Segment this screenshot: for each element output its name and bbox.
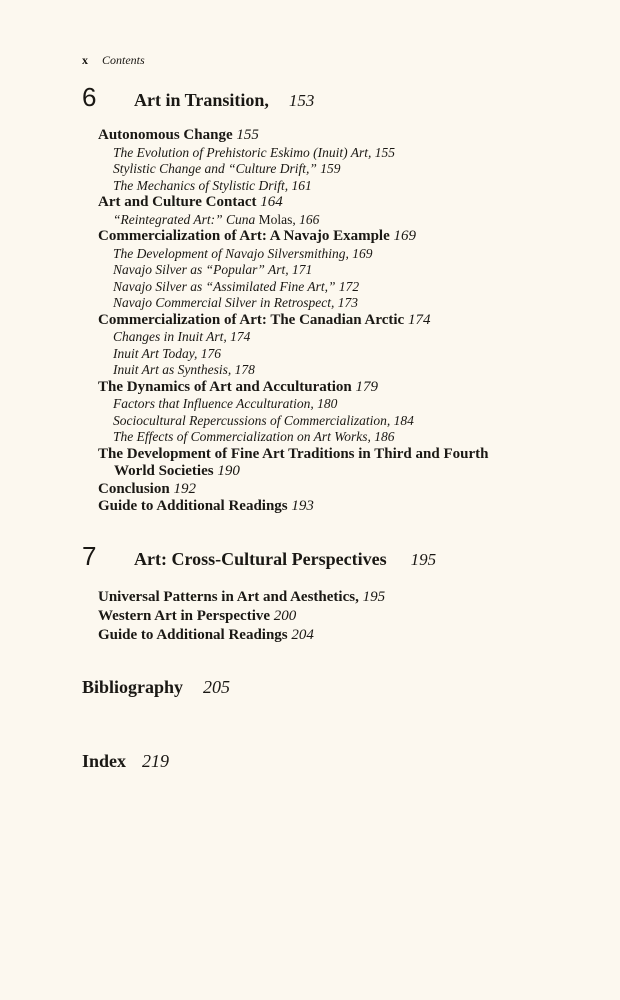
section-entry <box>98 626 436 645</box>
chapter-number: 7 <box>82 541 97 571</box>
section-title: Art and Culture Contact <box>98 194 257 210</box>
section-entry <box>98 312 590 330</box>
section-page: 192 <box>173 480 196 497</box>
chapter-7 <box>82 541 436 645</box>
chapter-title: Art: Cross-Cultural Perspectives <box>134 549 387 569</box>
chapter-heading <box>82 541 436 572</box>
section-title: The Dynamics of Art and Acculturation <box>98 378 352 395</box>
index-entry <box>82 751 169 772</box>
subsection-entry: Navajo Commercial Silver in Retrospect, 173 <box>113 295 358 310</box>
subsection-entry: Changes in Inuit Art, 174 <box>113 329 251 344</box>
subsection-page: 166 <box>299 211 320 227</box>
subsection-entry: The Evolution of Prehistoric Eskimo (Inuit) Art, 155 <box>113 144 395 160</box>
subsection-roman-text: Molas, <box>258 211 296 227</box>
section-title: Autonomous Change <box>98 127 233 143</box>
section-page: 190 <box>217 463 240 479</box>
subsection-entry: Factors that Influence Acculturation, 180 <box>113 396 338 411</box>
section-entry <box>98 607 436 626</box>
section-entry <box>98 498 590 516</box>
section-page: 193 <box>291 498 314 514</box>
section-title: Universal Patterns in Art and Aesthetics, <box>98 589 359 605</box>
section-entry <box>98 228 590 246</box>
section-page: 174 <box>407 311 431 328</box>
bibliography-page: 205 <box>203 677 231 697</box>
chapter-heading <box>82 82 590 113</box>
section-page: 155 <box>236 127 259 143</box>
chapter-page: 153 <box>288 91 315 110</box>
section-title: Guide to Additional Readings <box>98 627 288 643</box>
section-entry-line1: The Development of Fine Art Traditions in Third and Fourth <box>98 445 489 462</box>
index-page: 219 <box>142 751 170 771</box>
running-head-title: Contents <box>102 53 145 67</box>
section-title: World Societies <box>114 463 214 479</box>
page-folio: x <box>82 53 88 67</box>
section-page: 164 <box>260 194 283 210</box>
section-title: Conclusion <box>98 480 170 497</box>
section-entry <box>98 127 590 145</box>
subsection-entry: Sociocultural Repercussions of Commercialization, 184 <box>113 412 414 428</box>
chapter-page: 195 <box>410 550 437 569</box>
subsection-entry: Inuit Art as Synthesis, 178 <box>113 362 255 377</box>
section-entry <box>98 588 436 607</box>
subsection-entry: The Mechanics of Stylistic Drift, 161 <box>113 177 312 193</box>
subsection-entry <box>98 212 590 229</box>
section-entry <box>98 194 590 212</box>
subsection-entry: The Development of Navajo Silversmithing, 169 <box>113 245 373 261</box>
chapter-6 <box>82 82 590 516</box>
section-entry <box>98 481 590 499</box>
section-page: 200 <box>273 608 297 624</box>
section-page: 195 <box>362 589 386 605</box>
section-title: Commercialization of Art: A Navajo Example <box>98 228 390 244</box>
subsection-text: “Reintegrated Art:” Cuna <box>113 211 256 227</box>
subsection-entry: The Effects of Commercialization on Art Works, 186 <box>113 429 395 444</box>
bibliography-label: Bibliography <box>82 677 184 697</box>
chapter-entries <box>98 588 436 645</box>
subsection-entry: Navajo Silver as “Assimilated Fine Art,” 172 <box>113 278 360 294</box>
section-title: Guide to Additional Readings <box>98 498 288 514</box>
chapter-title: Art in Transition, <box>134 90 269 110</box>
chapter-number: 6 <box>82 82 97 112</box>
section-title: Western Art in Perspective <box>98 608 271 624</box>
section-entry <box>98 379 590 397</box>
section-page: 204 <box>291 627 314 643</box>
section-title: Commercialization of Art: The Canadian Arctic <box>98 311 405 328</box>
index-label: Index <box>82 751 127 771</box>
section-page: 179 <box>355 378 379 395</box>
chapter-entries <box>98 127 590 516</box>
subsection-entry: Inuit Art Today, 176 <box>113 345 222 361</box>
section-page: 169 <box>393 228 417 244</box>
bibliography-entry <box>82 677 230 698</box>
running-head <box>82 53 145 68</box>
section-entry-line2 <box>98 463 590 481</box>
subsection-entry: Navajo Silver as “Popular” Art, 171 <box>113 262 313 277</box>
subsection-entry: Stylistic Change and “Culture Drift,” 159 <box>113 161 341 176</box>
